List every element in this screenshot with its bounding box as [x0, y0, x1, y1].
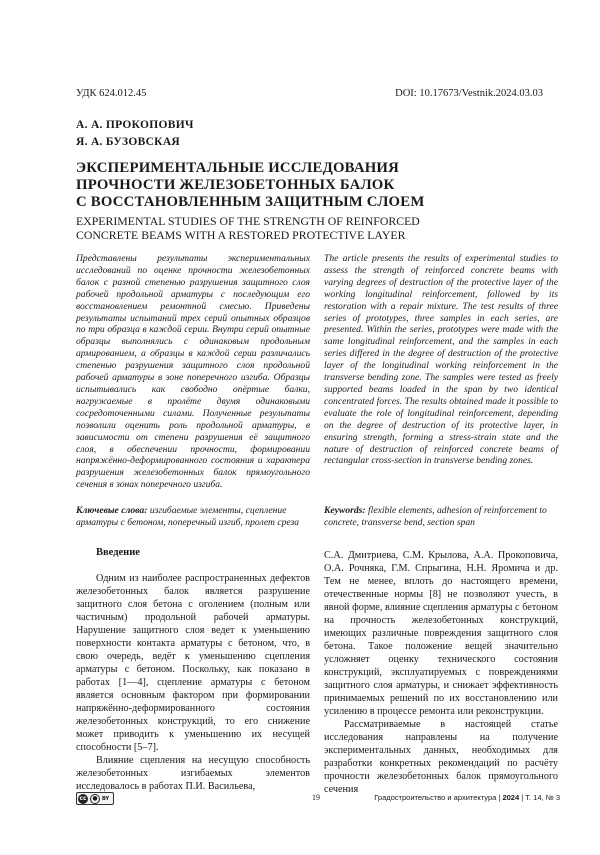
journal-info — [374, 793, 560, 802]
section-heading: Введение — [96, 547, 140, 558]
title-ru-line: ПРОЧНОСТИ ЖЕЛЕЗОБЕТОННЫХ БАЛОК — [76, 177, 395, 193]
author-1: А. А. ПРОКОПОВИЧ — [76, 119, 194, 131]
keywords-label: Ключевые слова: — [76, 505, 148, 516]
paragraph: Влияние сцепления на несущую способность железобетонных изгибаемых элементов исследовалось в работах П.И. Васильева, — [76, 755, 310, 792]
paragraph: Одним из наиболее распространенных дефектов железобетонных балок является разрушение защитного слоя бетона с оголением (полным или частичным) продольной рабочей арматуры. Нарушение защитного слоя ведет к уменьшению поверхности контакта арматуры с бетоном, что, в свою очередь, ведёт к уменьшению сцепления арматуры с бетоном. Поскольку, как показано в работах [1—4], сцепление арматуры с бетоном является основным фактором при формировании напряжённо-деформированного состояния железобетонных конструкций, то его снижение может приводить к уменьшению их несущей способности [5–7]. — [76, 573, 310, 753]
keywords-label: Keywords: — [324, 505, 366, 516]
header-row — [76, 88, 543, 99]
authors — [76, 117, 194, 151]
keywords-russian — [76, 505, 310, 529]
body-column-left — [76, 572, 310, 793]
journal-volume: Т. 14, № 3 — [525, 793, 560, 802]
doi-text: DOI: 10.17673/Vestnik.2024.03.03 — [395, 88, 543, 99]
body-column-right — [324, 549, 558, 796]
journal-year: 2024 — [502, 793, 520, 802]
by-label: BY — [102, 795, 110, 802]
title-ru-line: ЭКСПЕРИМЕНТАЛЬНЫЕ ИССЛЕДОВАНИЯ — [76, 160, 400, 176]
title-russian — [76, 160, 546, 211]
udc-code: УДК 624.012.45 — [76, 88, 147, 99]
title-english — [76, 215, 546, 242]
author-2: Я. А. БУЗОВСКАЯ — [76, 136, 181, 148]
keywords-english — [324, 505, 558, 529]
journal-name: Градостроительство и архитектура — [374, 793, 497, 802]
page-number: 19 — [312, 793, 320, 802]
cc-icon: cc — [79, 795, 87, 802]
separator: | — [521, 793, 524, 802]
title-en-line: EXPERIMENTAL STUDIES OF THE STRENGTH OF REINFORCED — [76, 214, 420, 228]
page-footer — [76, 792, 560, 806]
person-icon: ● — [90, 794, 100, 804]
abstract-russian: Представлены результаты экспериментальных исследований по оценке прочности железобетонных балок с разной степенью разрушения защитного слоя рабочей продольной арматуры с последующим его восстановлением ремонтной смесью. Приведены результаты испытаний трех серий опытных образцов по три образца в каждой серии. Внутри серий опытные образцы выполнялись с одинаковым продольным армированием, а образцы в каждой серии различались степенью разрушения защитного слоя продольной рабочей арматуры в зоне поперечного изгиба. Образцы испытывались как свободно опёртые балки, нагружаемые в пролёте двумя одинаковыми сосредоточенными силами. Полученные результаты позволили оценить роль продольной арматуры, в зависимости от степени разрушения её защитного слоя, в обеспечении прочности, формировании напряжённо-деформированного состояния и характера разрушения железобетонных балок прямоугольного сечения в зонах поперечного изгиба. — [76, 253, 310, 491]
title-en-line: CONCRETE BEAMS WITH A RESTORED PROTECTIVE LAYER — [76, 227, 406, 242]
abstract-english: The article presents the results of experimental studies to assess the strength of reinforced concrete beams with varying degrees of destruction of the protective layer of the working longitudinal reinforcement, followed by its restoration with a repair mixture. The test results of three series of prototypes, three samples in each series, are presented. Within the series, prototypes were made with the same longitudinal reinforcement, and the samples in each series differed in the degree of destruction of the protective layer of the longitudinal working reinforcement in the transverse bending zone. The samples were tested as freely supported beams loaded in the span by two identical concentrated forces. The results obtained made it possible to evaluate the role of longitudinal reinforcement, depending on the degree of destruction of its protective layer, in ensuring strength, forming a stress-strain state and the nature of destruction of reinforced concrete beams of rectangular cross-section in transverse bending zones. — [324, 253, 558, 467]
separator: | — [498, 793, 501, 802]
title-ru-line: С ВОССТАНОВЛЕННЫМ ЗАЩИТНЫМ СЛОЕМ — [76, 194, 425, 210]
keywords-text: flexible elements, adhesion of reinforcement to concrete, transverse bend, section span — [324, 505, 547, 528]
cc-license-badge[interactable] — [76, 792, 114, 805]
keywords-text: изгибаемые элементы, сцепление арматуры с бетоном, поперечный изгиб, пролет среза — [76, 505, 300, 528]
paragraph: Рассматриваемые в настоящей статье исследования направлены на получение экспериментальных данных, необходимых для разработки конкретных рекомендаций по расчёту прочности железобетонных балок прямоугольного сечения — [324, 719, 558, 795]
paragraph: С.А. Дмитриева, С.М. Крылова, А.А. Прокоповича, О.А. Рочняка, Г.М. Спрыгина, Н.Н. Яромича и др. Тем не менее, вплоть до настоящего времени, отечественные нормы [8] не позволяют учесть, в явной форме, влияние сцепления арматуры с бетоном на прочность железобетонных конструкций, имеющих различные повреждения защитного слоя бетона. Такое положение вещей значительно усложняет оценку технического состояния конструкций, эксплуатируемых с повреждениями защитного слоя арматуры, и снижает эффективность принимаемых решений по их восстановлению или усилению в процессе ремонта или реконструкции. — [324, 550, 558, 717]
